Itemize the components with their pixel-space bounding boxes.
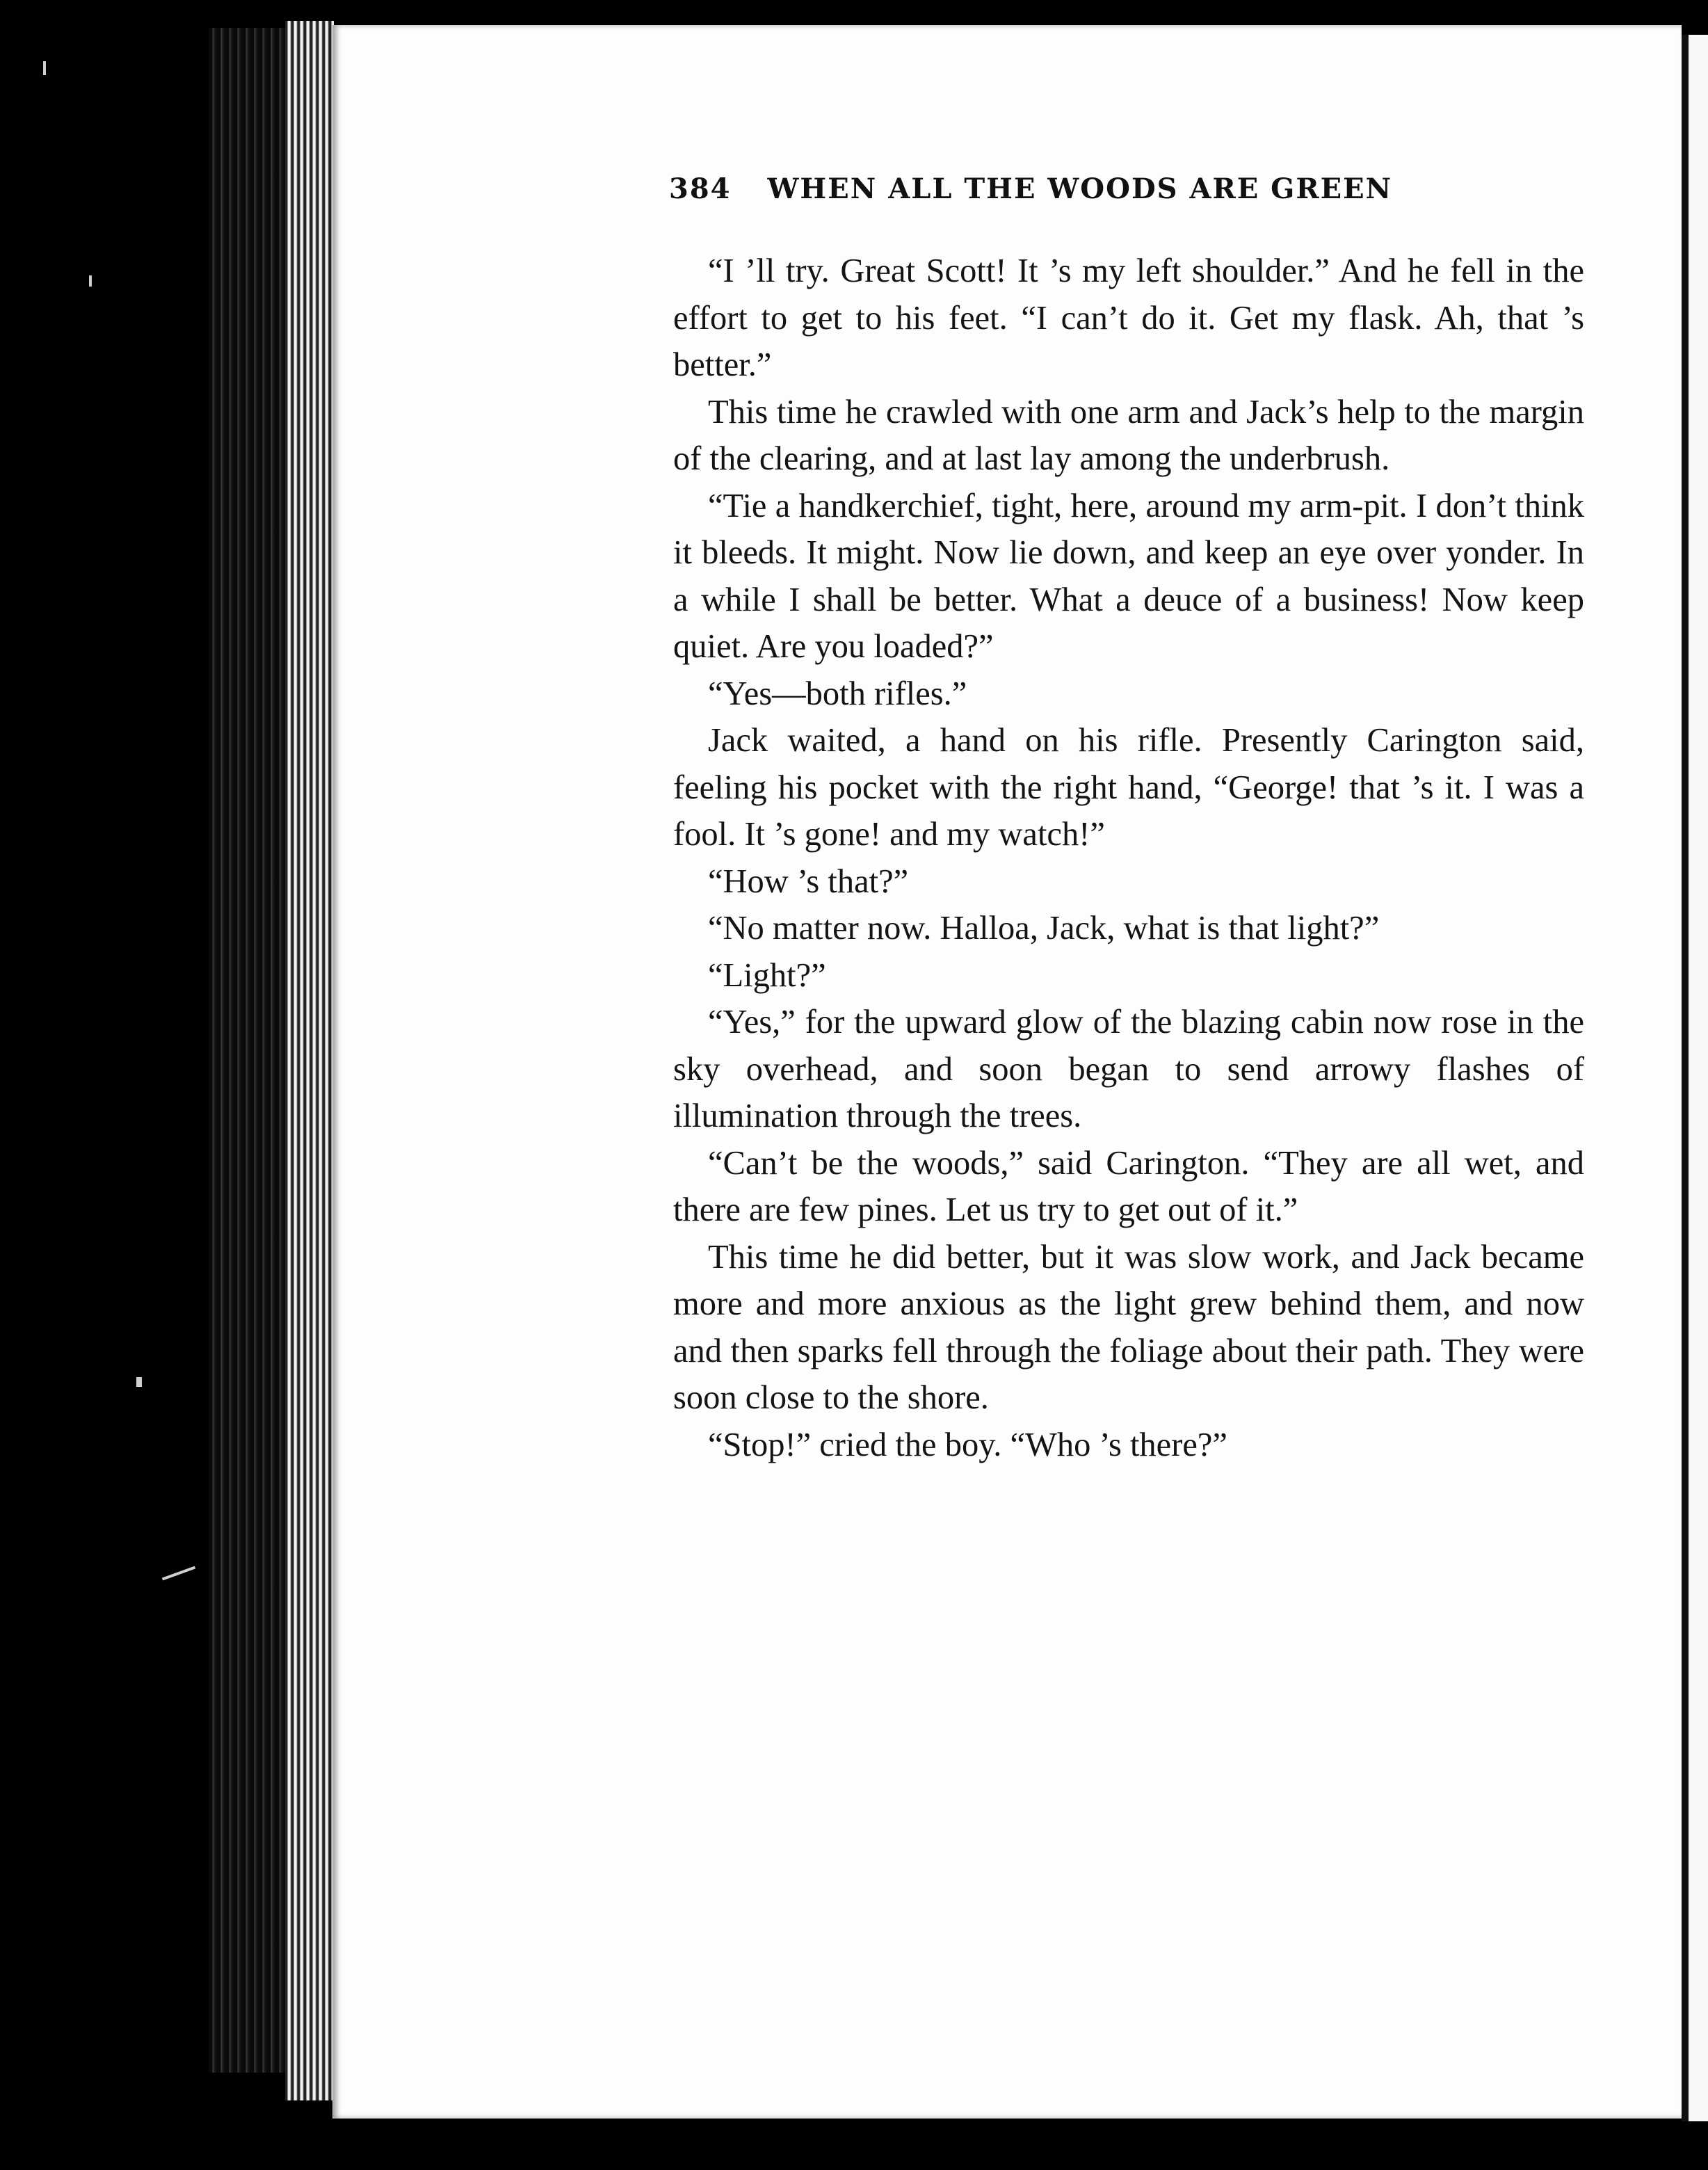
scan-speck xyxy=(43,61,46,75)
scan-speck xyxy=(162,1566,195,1581)
paragraph: “Yes—both rifles.” xyxy=(708,675,967,712)
running-head xyxy=(669,172,1448,205)
body-text xyxy=(673,248,1584,1468)
paragraph: “Yes,” for the upward glow of the blazing cabin now rose in the sky overhead, and soon began to send arrowy flashes of illumination through the trees. xyxy=(673,1004,1584,1134)
paragraph: “Can’t be the woods,” said Carington. “They are all wet, and there are few pines. Let us try to get out of it.” xyxy=(673,1144,1584,1228)
paragraph: “I ’ll try. Great Scott! It ’s my left shoulder.” And he fell in the effort to get to his feet. “I can’t do it. Get my flask. Ah, that ’s better.” xyxy=(673,252,1584,383)
paragraph: “Stop!” cried the boy. “Who ’s there?” xyxy=(708,1426,1227,1463)
paragraph: This time he crawled with one arm and Jack’s help to the margin of the clearing, and at last lay among the underbrush. xyxy=(673,393,1584,477)
page-edges-leaves xyxy=(285,21,334,2100)
page-number: 384 xyxy=(669,172,732,205)
facing-page-edge xyxy=(1682,35,1708,2121)
paragraph: “Tie a handkerchief, tight, here, around my arm-pit. I don’t think it bleeds. It might. Now lie down, and keep an eye over yonder. In a while I shall be better. What a deuce of a business! Now keep quiet. Are you loaded?” xyxy=(673,487,1584,665)
paragraph: Jack waited, a hand on his rifle. Presently Carington said, feeling his pocket with the right hand, “George! that ’s it. I was a fool. It ’s gone! and my watch!” xyxy=(673,722,1584,853)
scan-speck xyxy=(89,275,92,287)
paragraph: This time he did better, but it was slow work, and Jack became more and more anxious as the light grew behind them, and now and then sparks fell through the foliage about their path. They were soon close to the shore. xyxy=(673,1238,1584,1416)
scan-speck xyxy=(136,1377,142,1387)
paragraph: “No matter now. Halloa, Jack, what is that light?” xyxy=(708,910,1380,947)
paragraph: “Light?” xyxy=(708,956,826,994)
running-title: WHEN ALL THE WOODS ARE GREEN xyxy=(767,172,1393,205)
paragraph: “How ’s that?” xyxy=(708,862,909,900)
